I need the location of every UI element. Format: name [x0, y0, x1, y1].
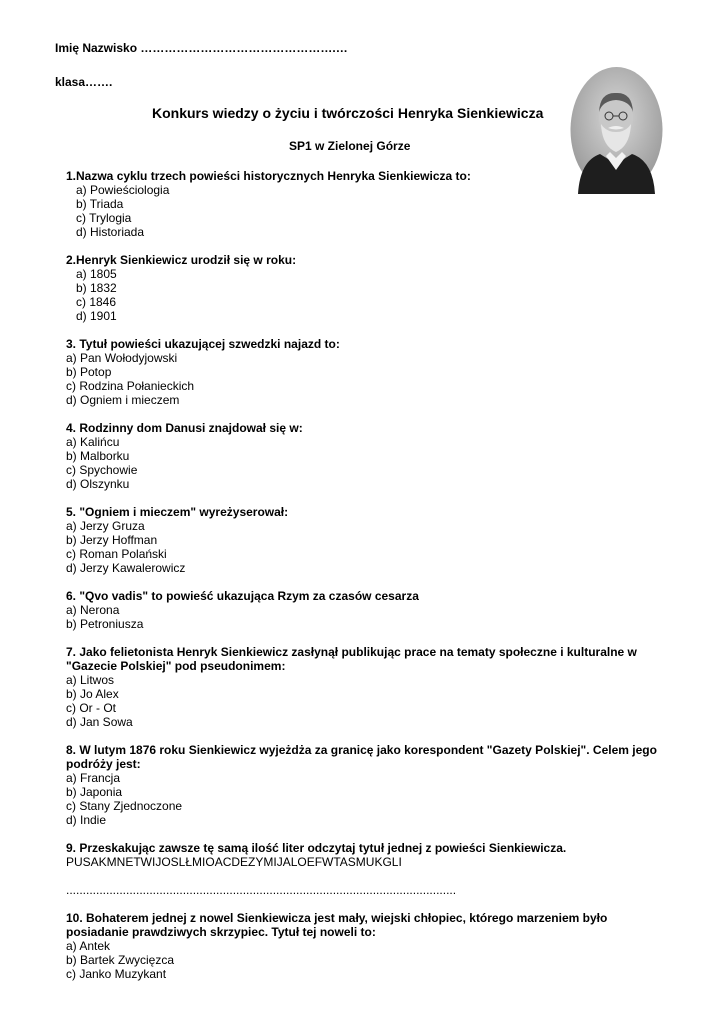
answer-option: a) Antek: [66, 939, 111, 953]
answer-option: c) 1846: [76, 295, 117, 309]
answer-option: d) Jan Sowa: [66, 715, 133, 729]
question-item: [66, 505, 666, 575]
answer-option: c) Rodzina Połanieckich: [66, 379, 195, 393]
question-text: 10. Bohaterem jednej z nowel Sienkiewicza jest mały, wiejski chłopiec, którego marzeniem było posiadanie prawdziwych skrzypiec. Tytuł tej noweli to:: [66, 911, 608, 939]
answer-option: c) Roman Polański: [66, 547, 167, 561]
question-text: 6. "Qvo vadis" to powieść ukazująca Rzym za czasów cesarza: [66, 589, 419, 603]
answer-option: a) Nerona: [66, 603, 120, 617]
question-item: [66, 589, 666, 631]
answer-option: a) Francja: [66, 771, 121, 785]
question-text: 8. W lutym 1876 roku Sienkiewicz wyjeżdża za granicę jako korespondent "Gazety Polskiej". Celem jego podróży jest:: [66, 743, 657, 771]
answer-option: b) Triada: [76, 197, 124, 211]
answer-option: b) Bartek Zwycięzca: [66, 953, 175, 967]
answer-option: b) Malborku: [66, 449, 130, 463]
question-text: 2.Henryk Sienkiewicz urodził się w roku:: [66, 253, 297, 267]
answer-option: c) Spychowie: [66, 463, 138, 477]
answer-option: a) Litwos: [66, 673, 115, 687]
question-text: 9. Przeskakując zawsze tę samą ilość liter odczytaj tytuł jednej z powieści Sienkiewicza.: [66, 841, 567, 855]
question-text: 4. Rodzinny dom Danusi znajdował się w:: [66, 421, 303, 435]
answer-option: b) Jerzy Hoffman: [66, 533, 158, 547]
answer-option: d) Jerzy Kawalerowicz: [66, 561, 186, 575]
answer-option: PUSAKMNETWIJOSLŁMIOACDEZYMIJALOEFWTASMUKGLI: [66, 855, 402, 869]
answer-option: d) Ogniem i mieczem: [66, 393, 180, 407]
name-field-label: Imię Nazwisko ………………………………………….…: [55, 41, 348, 55]
question-item: [66, 743, 666, 827]
question-item: [66, 337, 666, 407]
question-item: [66, 645, 666, 729]
answer-option: c) Or - Ot: [66, 701, 116, 715]
question-item: [66, 911, 666, 981]
answer-line: .....................................................................................................................: [66, 883, 457, 897]
answer-option: b) 1832: [76, 281, 117, 295]
answer-option: a) Kalińcu: [66, 435, 120, 449]
answer-option: d) Indie: [66, 813, 107, 827]
question-list: [66, 169, 666, 995]
class-field-label: klasa…….: [55, 75, 113, 89]
answer-option: b) Petroniusza: [66, 617, 144, 631]
answer-option: d) 1901: [76, 309, 117, 323]
answer-option: c) Stany Zjednoczone: [66, 799, 183, 813]
answer-option: b) Jo Alex: [66, 687, 119, 701]
answer-option: d) Olszynku: [66, 477, 130, 491]
answer-option: b) Japonia: [66, 785, 123, 799]
answer-option: b) Potop: [66, 365, 112, 379]
page-title: Konkurs wiedzy o życiu i twórczości Henryka Sienkiewicza: [152, 105, 544, 121]
question-item: [66, 169, 666, 239]
answer-option: d) Historiada: [76, 225, 145, 239]
question-item: [66, 253, 666, 323]
question-item: [66, 421, 666, 491]
question-text: 5. "Ogniem i mieczem" wyreżyserował:: [66, 505, 289, 519]
answer-option: a) Powieściologia: [76, 183, 170, 197]
question-text: 3. Tytuł powieści ukazującej szwedzki najazd to:: [66, 337, 340, 351]
answer-option: c) Janko Muzykant: [66, 967, 167, 981]
answer-option: a) Jerzy Gruza: [66, 519, 145, 533]
question-item: [66, 841, 666, 897]
page-subtitle: SP1 w Zielonej Górze: [289, 139, 411, 153]
question-text: 7. Jako felietonista Henryk Sienkiewicz zasłynął publikując prace na tematy społeczne i kulturalne w "Gazecie Polskiej" pod pseudonimem:: [66, 645, 637, 673]
question-text: 1.Nazwa cyklu trzech powieści historycznych Henryka Sienkiewicza to:: [66, 169, 471, 183]
answer-option: a) 1805: [76, 267, 117, 281]
answer-option: a) Pan Wołodyjowski: [66, 351, 178, 365]
answer-option: c) Trylogia: [76, 211, 132, 225]
